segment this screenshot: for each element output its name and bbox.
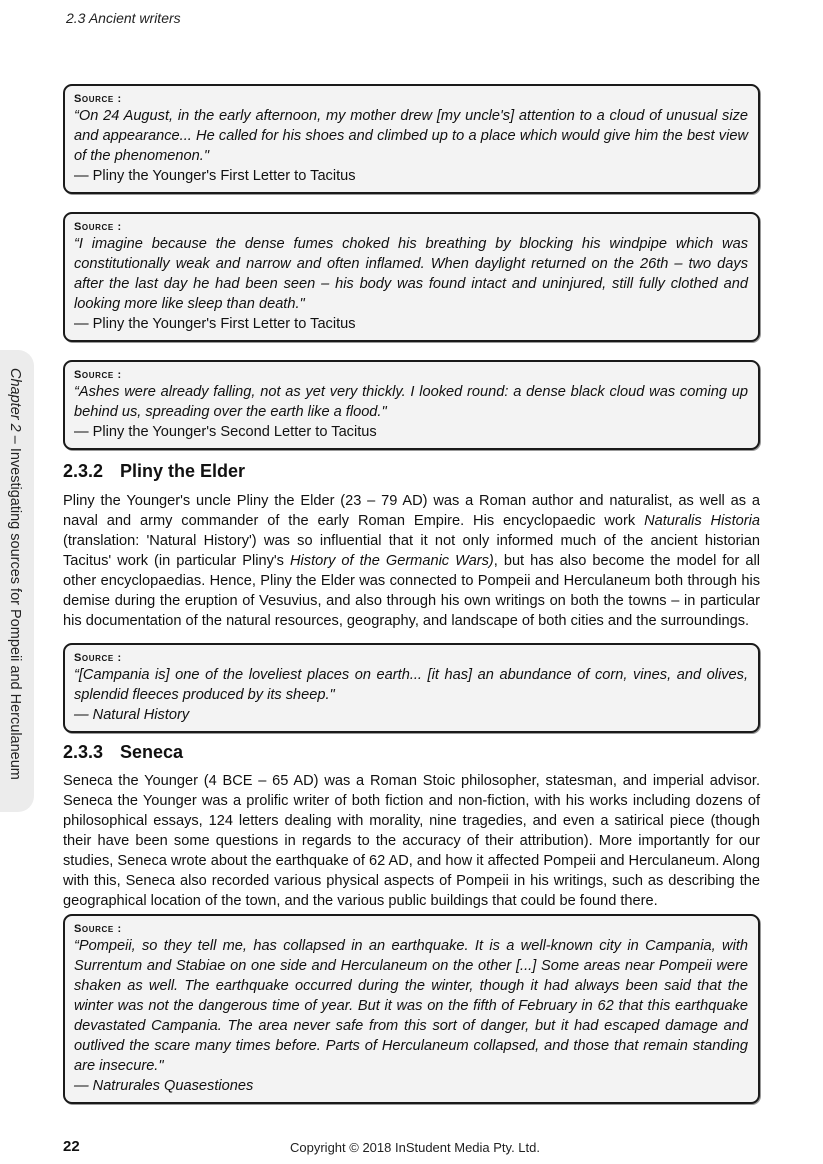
- section-title: Seneca: [120, 742, 184, 762]
- paragraph-text: Pliny the Younger's uncle Pliny the Elder (23 – 79 AD) was a Roman author and naturalist, as well as a naval and army commander of the early Roman Empire. His encyclopaedic work: [63, 493, 760, 529]
- source-label: Source :: [74, 93, 122, 105]
- source-box: [63, 914, 760, 1104]
- source-attribution: — Natrurales Quasestiones: [74, 1078, 254, 1094]
- source-attribution: — Pliny the Younger's First Letter to Tacitus: [74, 168, 356, 184]
- section-paragraph: [63, 491, 760, 631]
- source-box: [63, 360, 760, 450]
- chapter-separator: –: [7, 431, 23, 448]
- source-quote: “Pompeii, so they tell me, has collapsed in an earthquake. It is a well-known city in Campania, with Surrentum and Stabiae on one side and Herculaneum on the other [...] Some areas near Pompeii were shaken as well. The earthquake occurred during the winter, though it had always been said that the winter was not the dangerous time of year. But it was on the fifth of February in 62 that this earthquake devastated Campania. The area never safe from this sort of danger, but it had escaped damage and outlived the scare many times before. Parts of Herculaneum collapsed, and those that remain standing are insecure.": [74, 938, 748, 1074]
- source-attribution: — Pliny the Younger's Second Letter to Tacitus: [74, 424, 377, 440]
- running-head: 2.3 Ancient writers: [66, 10, 181, 26]
- source-quote: “On 24 August, in the early afternoon, my mother drew [my uncle's] attention to a cloud of unusual size and appearance... He called for his shoes and climbed up to a place which would give him the best view of the phenomenon.": [74, 108, 748, 164]
- source-box: [63, 643, 760, 733]
- source-attribution: — Pliny the Younger's First Letter to Tacitus: [74, 316, 356, 332]
- source-attribution: — Natural History: [74, 707, 190, 723]
- section-title: Pliny the Elder: [120, 461, 246, 481]
- paragraph-text: , but has also become the model for all other encyclopaedias. Hence, Pliny the Elder was connected to Pompeii and Herculaneum both through his demise during the eruption of Vesuvius, and also through his own writings on both the towns – in particular his documentation of the natural resources, geography, and landscape of both cities and the surroundings.: [63, 553, 761, 629]
- chapter-number: Chapter 2: [7, 368, 23, 432]
- source-quote: “[Campania is] one of the loveliest places on earth... [it has] an abundance of corn, vines, and olives, splendid fleeces produced by its sheep.": [74, 667, 748, 703]
- paragraph-text: (translation: 'Natural History') was so influential that it not only informed much of the ancient historian Tacitus' work (in particular Pliny's: [63, 533, 760, 569]
- source-box: [63, 84, 760, 194]
- chapter-title: Investigating sources for Pompeii and Herculaneum: [7, 447, 23, 780]
- section-heading-pliny-the-elder: [63, 461, 245, 482]
- section-paragraph: Seneca the Younger (4 BCE – 65 AD) was a Roman Stoic philosopher, statesman, and imperial advisor. Seneca the Younger was a prolific writer of both fiction and non-fiction, with his works including dozens of philosophical essays, 124 letters dealing with morality, nine tragedies, and even a satirical piece (though their have been some questions in regards to the accuracy of their attribution). More importantly for our studies, Seneca wrote about the earthquake of 62 AD, and how it affected Pompeii and Herculaneum. Along with this, Seneca also recorded various physical aspects of Pompeii in his writings, such as describing the geographical location of the town, and the various public buildings that could be found there.: [63, 773, 760, 909]
- section-number: 2.3.3: [63, 742, 104, 762]
- source-label: Source :: [74, 923, 122, 935]
- page-number: 22: [63, 1138, 80, 1155]
- chapter-side-tab-label: [7, 368, 23, 780]
- work-title: History of the Germanic Wars): [289, 553, 494, 569]
- work-title: Naturalis Historia: [644, 513, 760, 529]
- source-quote: “I imagine because the dense fumes choked his breathing by blocking his windpipe which was constitutionally weak and narrow and often inflamed. When daylight returned on the 26th – two days after the last day he had been seen – his body was found intact and uninjured, still fully clothed and looking more like sleep than death.": [74, 236, 748, 312]
- source-label: Source :: [74, 652, 122, 664]
- section-number: 2.3.2: [63, 461, 104, 481]
- section-heading-seneca: [63, 742, 183, 763]
- source-label: Source :: [74, 369, 122, 381]
- source-label: Source :: [74, 221, 122, 233]
- source-box: [63, 212, 760, 342]
- copyright-notice: Copyright © 2018 InStudent Media Pty. Ltd.: [290, 1140, 540, 1155]
- source-quote: “Ashes were already falling, not as yet very thickly. I looked round: a dense black cloud was coming up behind us, spreading over the earth like a flood.": [74, 384, 748, 420]
